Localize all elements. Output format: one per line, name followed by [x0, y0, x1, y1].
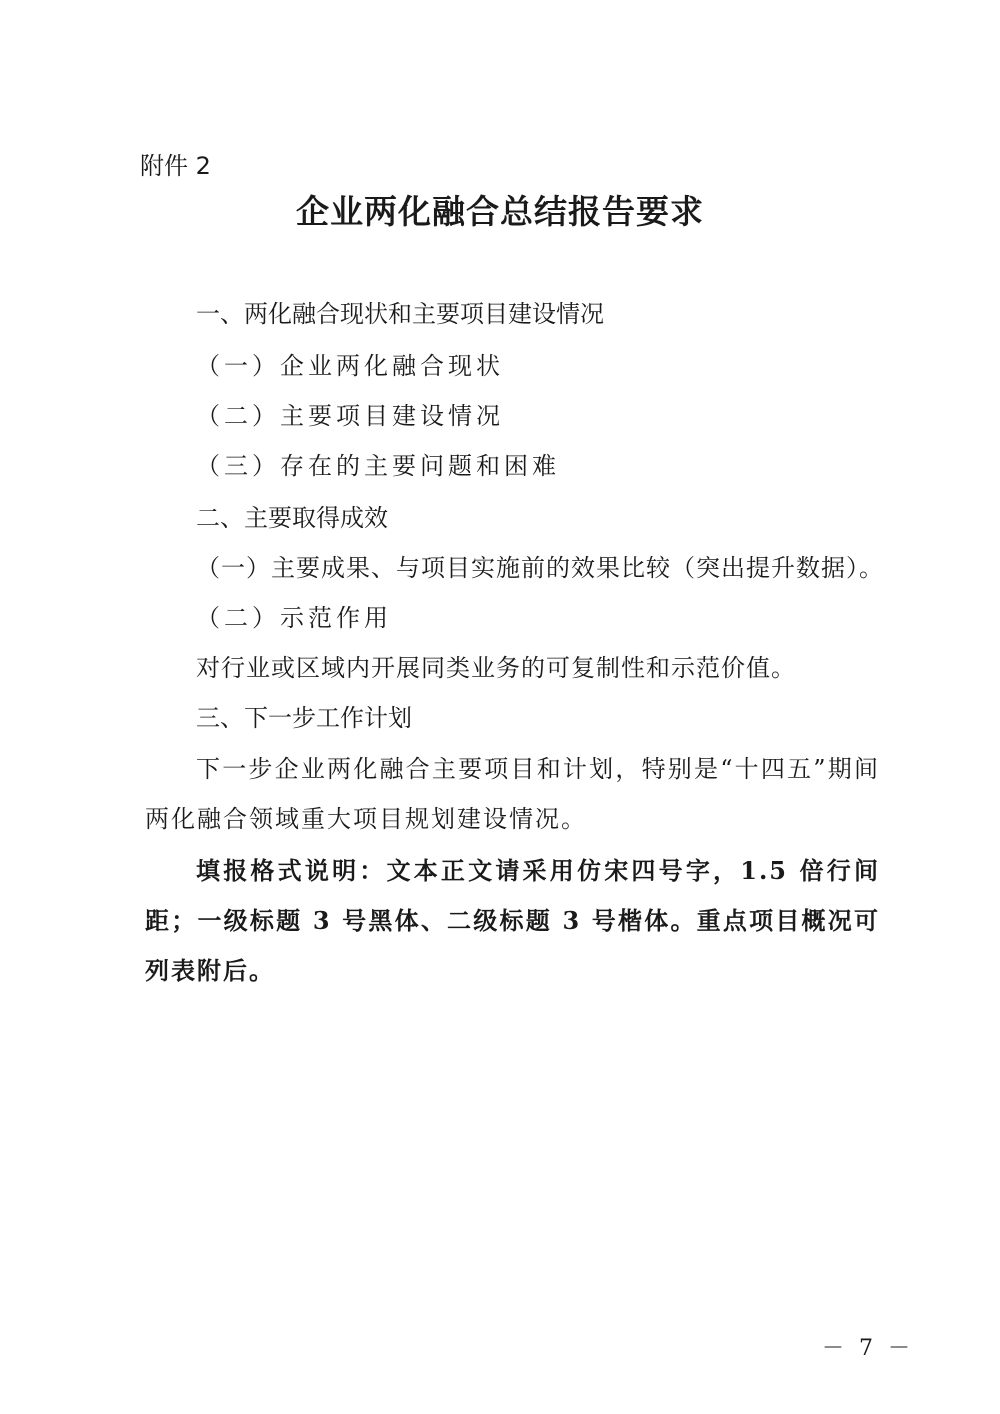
document-title: 企业两化融合总结报告要求: [296, 192, 704, 231]
section-2-item-1: （一）主要成果、与项目实施前的效果比较（突出提升数据）。: [196, 554, 884, 582]
annex-label: 附件 2: [140, 152, 211, 180]
section-3-heading: 三、下一步工作计划: [196, 704, 412, 732]
section-1-heading: 一、两化融合现状和主要项目建设情况: [196, 300, 604, 328]
section-2-heading: 二、主要取得成效: [196, 504, 388, 532]
section-1-item-1: （一）企业两化融合现状: [196, 352, 504, 380]
section-2-body: 对行业或区域内开展同类业务的可复制性和示范价值。: [196, 654, 796, 682]
format-note: 填报格式说明：文本正文请采用仿宋四号字，1.5 倍行间距；一级标题 3 号黑体、二级标题 3 号楷体。重点项目概况可列表附后。: [145, 856, 880, 985]
page-number: － 7 －: [822, 1336, 914, 1361]
section-1-item-3: （三）存在的主要问题和困难: [196, 452, 560, 480]
section-2-item-2: （二）示范作用: [196, 604, 392, 632]
section-1-item-2: （二）主要项目建设情况: [196, 402, 504, 430]
section-3-body: 下一步企业两化融合主要项目和计划，特别是“十四五”期间两化融合领域重大项目规划建设情况。: [145, 755, 880, 833]
